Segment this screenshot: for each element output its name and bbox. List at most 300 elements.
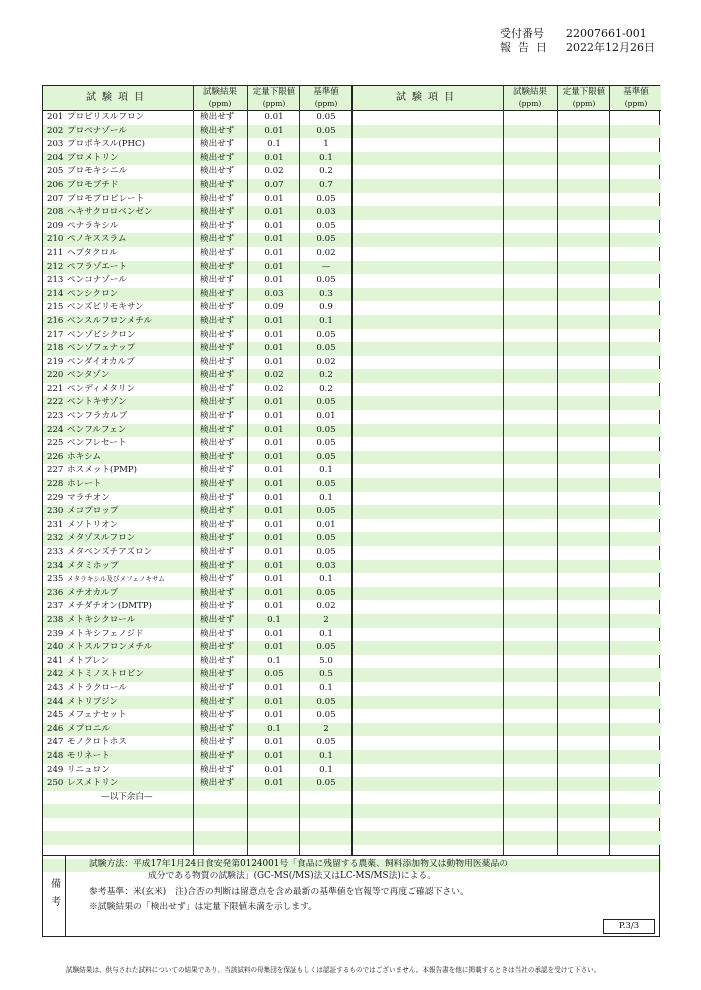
- table-row: [43, 329, 351, 343]
- table-row: [43, 668, 351, 682]
- table-row: [43, 519, 351, 533]
- standard-value: —: [321, 261, 331, 272]
- header-item: 試験項目: [396, 92, 460, 103]
- table-row: [353, 560, 661, 574]
- item-number: 209: [47, 220, 64, 231]
- table-row: [353, 464, 661, 478]
- quantitation-limit: 0.01: [264, 628, 284, 639]
- item-number: 228: [47, 479, 64, 490]
- quantitation-limit: 0.01: [264, 764, 284, 775]
- table-row: [43, 274, 351, 288]
- test-result: 検出せず: [200, 179, 235, 190]
- standard-value: 0.05: [316, 220, 336, 231]
- standard-value: 0.05: [316, 479, 336, 490]
- test-result: 検出せず: [200, 519, 235, 530]
- table-row: [43, 655, 351, 669]
- standard-value: 0.1: [319, 574, 333, 585]
- quantitation-limit: 0.01: [264, 207, 284, 218]
- item-number: 223: [47, 411, 64, 422]
- table-row: [43, 424, 351, 438]
- test-result: 検出せず: [200, 764, 235, 775]
- table-row: [353, 233, 661, 247]
- quantitation-limit: 0.01: [264, 112, 284, 122]
- table-row: [353, 804, 661, 818]
- quantitation-limit: 0.09: [264, 302, 284, 313]
- item-number: 229: [47, 492, 64, 503]
- item-name: ホスメット(PMP): [67, 465, 138, 476]
- quantitation-limit: 0.01: [264, 220, 284, 231]
- item-number: 246: [47, 723, 64, 734]
- test-result: 検出せず: [200, 750, 235, 761]
- standard-value: 0.9: [319, 302, 333, 313]
- standard-value: 0.1: [319, 628, 333, 639]
- quantitation-limit: 0.01: [264, 315, 284, 326]
- item-number: 226: [47, 451, 64, 462]
- item-number: 219: [47, 356, 64, 367]
- standard-value: 0.1: [319, 750, 333, 761]
- table-row: [43, 111, 351, 125]
- quantitation-limit: 0.01: [264, 356, 284, 367]
- table-row: [353, 369, 661, 383]
- item-name: メソトリオン: [67, 519, 119, 530]
- table-row: [43, 641, 351, 655]
- table-row: [353, 505, 661, 519]
- item-number: 241: [47, 655, 64, 666]
- test-result: 検出せず: [200, 737, 235, 748]
- quantitation-limit: 0.1: [267, 655, 281, 666]
- item-name: メコプロップ: [67, 506, 119, 517]
- quantitation-limit: 0.1: [267, 723, 281, 734]
- table-row: [353, 301, 661, 315]
- item-number: 225: [47, 438, 64, 449]
- standard-value: 0.05: [316, 451, 336, 462]
- item-number: 237: [47, 601, 64, 612]
- table-row: [43, 628, 351, 642]
- table-row: [353, 600, 661, 614]
- quantitation-limit: 0.1: [267, 614, 281, 625]
- table-row: [43, 750, 351, 764]
- quantitation-limit: 0.01: [264, 601, 284, 612]
- page-number: P.3/3: [603, 919, 655, 934]
- table-row: [353, 179, 661, 193]
- item-number: 216: [47, 315, 64, 326]
- table-row: [353, 546, 661, 560]
- standard-value: 0.2: [319, 166, 333, 177]
- table-row: [43, 369, 351, 383]
- item-number: 249: [47, 764, 64, 775]
- header-result: 試験結果 (ppm): [512, 87, 547, 108]
- table-row: [43, 410, 351, 424]
- table-row: [43, 396, 351, 410]
- standard-value: 0.05: [316, 329, 336, 340]
- receipt-number-label: 受付番号: [500, 27, 544, 40]
- standard-value: 0.1: [319, 682, 333, 693]
- divider: [557, 86, 558, 855]
- table-row: [353, 247, 661, 261]
- item-name: メトリブジン: [67, 696, 119, 707]
- test-result: 検出せず: [200, 778, 235, 789]
- standard-value: 0.05: [316, 587, 336, 598]
- table-row: [43, 532, 351, 546]
- quantitation-limit: 0.01: [264, 750, 284, 761]
- item-number: 206: [47, 179, 64, 190]
- table-row: [353, 818, 661, 832]
- table-row: [353, 111, 661, 125]
- standard-value: 0.2: [319, 383, 333, 394]
- test-result: 検出せず: [200, 397, 235, 408]
- table-row: [353, 356, 661, 370]
- item-name: メチダチオン(DMTP): [67, 601, 152, 612]
- table-row: [43, 233, 351, 247]
- table-row: [353, 736, 661, 750]
- item-name: ベンダイオカルブ: [67, 356, 135, 367]
- table-row: [353, 492, 661, 506]
- item-name: モリネート: [67, 750, 110, 761]
- table-row: [353, 587, 661, 601]
- test-result: 検出せず: [200, 315, 235, 326]
- item-name: ペフラゾエート: [67, 261, 127, 272]
- item-name: ベンズピリモキサン: [67, 302, 144, 313]
- standard-value: 0.5: [319, 669, 333, 680]
- table-row: [353, 383, 661, 397]
- end-of-list-mark: —以下余白—: [101, 791, 153, 802]
- results-table: [42, 85, 660, 856]
- item-name: メトキシフェノジド: [67, 628, 144, 639]
- standard-value: 0.01: [316, 519, 336, 530]
- quantitation-limit: 0.01: [264, 247, 284, 258]
- item-name: メトスルフロンメチル: [67, 642, 153, 653]
- item-name: メトミノストロビン: [67, 669, 145, 680]
- item-name: プロピリスルフロン: [67, 112, 145, 122]
- divider: [247, 86, 248, 855]
- table-row: [353, 831, 661, 845]
- header-result: 試験結果 (ppm): [202, 87, 237, 108]
- item-number: 239: [47, 628, 64, 639]
- table-row: [353, 274, 661, 288]
- standard-value: 0.05: [316, 193, 336, 204]
- quantitation-limit: 0.01: [264, 397, 284, 408]
- test-result: 検出せず: [200, 479, 235, 490]
- item-number: 233: [47, 547, 64, 557]
- item-name: メトプレン: [67, 655, 110, 666]
- test-result: 検出せず: [200, 601, 235, 612]
- quantitation-limit: 0.01: [264, 411, 284, 422]
- table-row: [43, 288, 351, 302]
- item-number: 201: [47, 112, 64, 122]
- standard-value: 0.03: [316, 207, 336, 218]
- item-number: 213: [47, 275, 64, 286]
- item-name: レスメトリン: [67, 778, 119, 789]
- table-row: [353, 315, 661, 329]
- table-row: [353, 220, 661, 234]
- standard-value: 0.1: [319, 492, 333, 503]
- standard-value: 0.05: [316, 125, 336, 136]
- table-row: [43, 247, 351, 261]
- quantitation-limit: 0.01: [264, 533, 284, 544]
- table-row: [43, 301, 351, 315]
- item-name: ベンスルフロンメチル: [67, 315, 152, 326]
- quantitation-limit: 0.01: [264, 547, 284, 557]
- item-name: ベンフルフェン: [67, 424, 127, 435]
- table-row: [43, 736, 351, 750]
- item-name: ベンタゾン: [67, 370, 110, 381]
- quantitation-limit: 0.01: [264, 234, 284, 245]
- table-row: [43, 125, 351, 139]
- table-row: [43, 437, 351, 451]
- standard-value: 0.03: [316, 560, 336, 571]
- test-result: 検出せず: [200, 533, 235, 544]
- quantitation-limit: 0.01: [264, 343, 284, 354]
- item-name: ベンフラカルブ: [67, 411, 128, 422]
- table-row: [353, 261, 661, 275]
- quantitation-limit: 0.01: [264, 424, 284, 435]
- header-loq: 定量下限値 (ppm): [252, 87, 296, 108]
- table-row: [43, 220, 351, 234]
- item-number: 238: [47, 614, 64, 625]
- test-result: 検出せず: [200, 669, 235, 680]
- table-row: [43, 804, 351, 818]
- item-number: 230: [47, 506, 64, 517]
- table-row: [353, 193, 661, 207]
- item-name: ブロモキシニル: [67, 166, 128, 177]
- item-name: プロペナゾール: [67, 125, 127, 136]
- quantitation-limit: 0.01: [264, 574, 284, 585]
- standard-value: 0.05: [316, 778, 336, 789]
- test-result: 検出せず: [200, 628, 235, 639]
- receipt-number: 22007661-001: [566, 27, 647, 40]
- item-number: 227: [47, 465, 64, 476]
- quantitation-limit: 0.01: [264, 438, 284, 449]
- item-number: 203: [47, 139, 64, 150]
- table-row: [353, 614, 661, 628]
- divider: [193, 86, 194, 855]
- test-result: 検出せず: [200, 424, 235, 435]
- table-row: [43, 777, 351, 791]
- quantitation-limit: 0.02: [264, 166, 284, 177]
- item-number: 244: [47, 696, 64, 707]
- standard-value: 0.05: [316, 438, 336, 449]
- table-row: [353, 138, 661, 152]
- table-row: [353, 165, 661, 179]
- item-number: 234: [47, 560, 64, 571]
- header-standard: 基準値 (ppm): [313, 87, 339, 108]
- quantitation-limit: 0.01: [264, 506, 284, 517]
- quantitation-limit: 0.01: [264, 479, 284, 490]
- table-row: [43, 560, 351, 574]
- item-number: 208: [47, 207, 64, 218]
- standard-value: 0.05: [316, 343, 336, 354]
- item-number: 205: [47, 166, 64, 177]
- test-method-line2: 成分である物質の試験法」(GC-MS(/MS)法又はLC-MS/MS法)による。: [148, 871, 437, 881]
- table-row: [353, 723, 661, 737]
- test-result: 検出せず: [200, 465, 235, 476]
- table-row: [353, 668, 661, 682]
- table-header-right: [353, 86, 661, 111]
- standard-value: 0.7: [319, 179, 333, 190]
- item-name: プロポキスル(PHC): [67, 139, 145, 150]
- item-name: メチオカルブ: [67, 587, 119, 598]
- table-row: [43, 451, 351, 465]
- table-row: [353, 764, 661, 778]
- item-name: モノクロトホス: [67, 737, 127, 748]
- test-result: 検出せず: [200, 642, 235, 653]
- table-row: [353, 329, 661, 343]
- item-number: 240: [47, 642, 64, 653]
- quantitation-limit: 0.01: [264, 778, 284, 789]
- standard-value: 0.05: [316, 696, 336, 707]
- footer-disclaimer: 試験結果は、供与された試料についての結果であり、当該試料の母集団を保証もしくは認証するものではございません。本報告書を他に掲載するときは当社の承認を受けて下さい。: [66, 966, 601, 974]
- standard-value: 0.1: [319, 465, 333, 476]
- table-row: [43, 179, 351, 193]
- table-row: [353, 342, 661, 356]
- quantitation-limit: 0.05: [264, 669, 284, 680]
- item-number: 250: [47, 778, 64, 789]
- test-result: 検出せず: [200, 370, 235, 381]
- table-row: [43, 791, 351, 805]
- standard-value: 0.3: [319, 288, 333, 299]
- table-row: [43, 356, 351, 370]
- quantitation-limit: 0.02: [264, 370, 284, 381]
- item-number: 243: [47, 682, 64, 693]
- quantitation-limit: 0.01: [264, 696, 284, 707]
- table-row: [43, 818, 351, 832]
- quantitation-limit: 0.01: [264, 519, 284, 530]
- item-number: 232: [47, 533, 64, 544]
- table-row: [43, 193, 351, 207]
- table-row: [43, 464, 351, 478]
- table-row: [43, 315, 351, 329]
- table-row: [43, 682, 351, 696]
- table-row: [43, 165, 351, 179]
- test-result: 検出せず: [200, 234, 235, 245]
- standard-value: 1: [323, 139, 329, 150]
- item-name: ベンゾビシクロン: [67, 329, 136, 340]
- test-result: 検出せず: [200, 275, 235, 286]
- test-result: 検出せず: [200, 411, 235, 422]
- table-row: [353, 396, 661, 410]
- quantitation-limit: 0.01: [264, 492, 284, 503]
- test-result: 検出せず: [200, 547, 235, 557]
- standard-value: 0.1: [319, 315, 333, 326]
- item-name: ブロモブチド: [67, 179, 119, 190]
- item-name: ペナラキシル: [67, 220, 119, 231]
- table-row: [353, 125, 661, 139]
- standard-value: 0.05: [316, 112, 336, 122]
- remarks-label: 備考: [43, 855, 66, 936]
- item-number: 217: [47, 329, 64, 340]
- standard-value: 0.05: [316, 547, 336, 557]
- item-name: ブロモプロピレート: [67, 193, 145, 204]
- item-name: ベンゾフェナップ: [67, 343, 136, 354]
- quantitation-limit: 0.03: [264, 288, 284, 299]
- table-row: [353, 750, 661, 764]
- item-name: メフェナセット: [67, 710, 127, 721]
- test-result: 検出せず: [200, 723, 235, 734]
- header-loq: 定量下限値 (ppm): [562, 87, 606, 108]
- item-name: マラチオン: [67, 492, 110, 503]
- standard-value: 0.1: [319, 764, 333, 775]
- table-row: [43, 206, 351, 220]
- test-result: 検出せず: [200, 574, 235, 585]
- table-row: [353, 682, 661, 696]
- table-row: [353, 410, 661, 424]
- results-column-right: [351, 86, 661, 855]
- divider: [299, 86, 300, 855]
- table-row: [43, 587, 351, 601]
- table-row: [353, 696, 661, 710]
- standard-value: 0.2: [319, 370, 333, 381]
- table-row: [43, 505, 351, 519]
- test-result: 検出せず: [200, 220, 235, 231]
- table-row: [43, 383, 351, 397]
- test-result: 検出せず: [200, 451, 235, 462]
- test-result: 検出せず: [200, 696, 235, 707]
- item-number: 202: [47, 125, 64, 136]
- quantitation-limit: 0.01: [264, 451, 284, 462]
- test-result: 検出せず: [200, 506, 235, 517]
- item-number: 207: [47, 193, 64, 204]
- table-row: [353, 451, 661, 465]
- test-result: 検出せず: [200, 193, 235, 204]
- standard-value: 0.05: [316, 737, 336, 748]
- item-name: ヘキサクロロベンゼン: [67, 207, 153, 218]
- item-name: ホキシム: [67, 451, 101, 462]
- test-result: 検出せず: [200, 125, 235, 136]
- quantitation-limit: 0.01: [264, 152, 284, 163]
- test-result: 検出せず: [200, 302, 235, 313]
- test-result: 検出せず: [200, 288, 235, 299]
- quantitation-limit: 0.02: [264, 383, 284, 394]
- quantitation-limit: 0.01: [264, 642, 284, 653]
- quantitation-limit: 0.01: [264, 193, 284, 204]
- test-result: 検出せず: [200, 587, 235, 598]
- standard-value: 0.05: [316, 275, 336, 286]
- standard-value: 5.0: [319, 655, 333, 666]
- rows-left: [43, 111, 351, 886]
- standard-value: 0.05: [316, 424, 336, 435]
- table-row: [353, 532, 661, 546]
- result-note: ※試験結果の「検出せず」は定量下限値未満を示します。: [89, 902, 318, 912]
- item-number: 210: [47, 234, 64, 245]
- table-row: [353, 152, 661, 166]
- item-number: 221: [47, 383, 64, 394]
- item-name: リニュロン: [67, 764, 110, 775]
- item-number: 247: [47, 737, 64, 748]
- item-number: 235: [47, 574, 64, 585]
- table-row: [43, 709, 351, 723]
- results-column-left: [43, 86, 351, 855]
- quantitation-limit: 0.01: [264, 587, 284, 598]
- standard-value: 2: [323, 614, 329, 625]
- quantitation-limit: 0.01: [264, 682, 284, 693]
- quantitation-limit: 0.01: [264, 261, 284, 272]
- item-number: 204: [47, 152, 64, 163]
- standard-value: 0.02: [316, 601, 336, 612]
- standard-value: 0.05: [316, 506, 336, 517]
- quantitation-limit: 0.01: [264, 465, 284, 476]
- item-name: メトキシクロール: [67, 614, 136, 625]
- item-number: 236: [47, 587, 64, 598]
- test-result: 検出せず: [200, 682, 235, 693]
- remarks-section: [42, 855, 660, 937]
- item-name: ペノキススラム: [67, 234, 127, 245]
- table-row: [353, 573, 661, 587]
- table-row: [43, 764, 351, 778]
- standard-value: 0.01: [316, 411, 336, 422]
- table-row: [353, 791, 661, 805]
- quantitation-limit: 0.01: [264, 560, 284, 571]
- item-number: 218: [47, 343, 64, 354]
